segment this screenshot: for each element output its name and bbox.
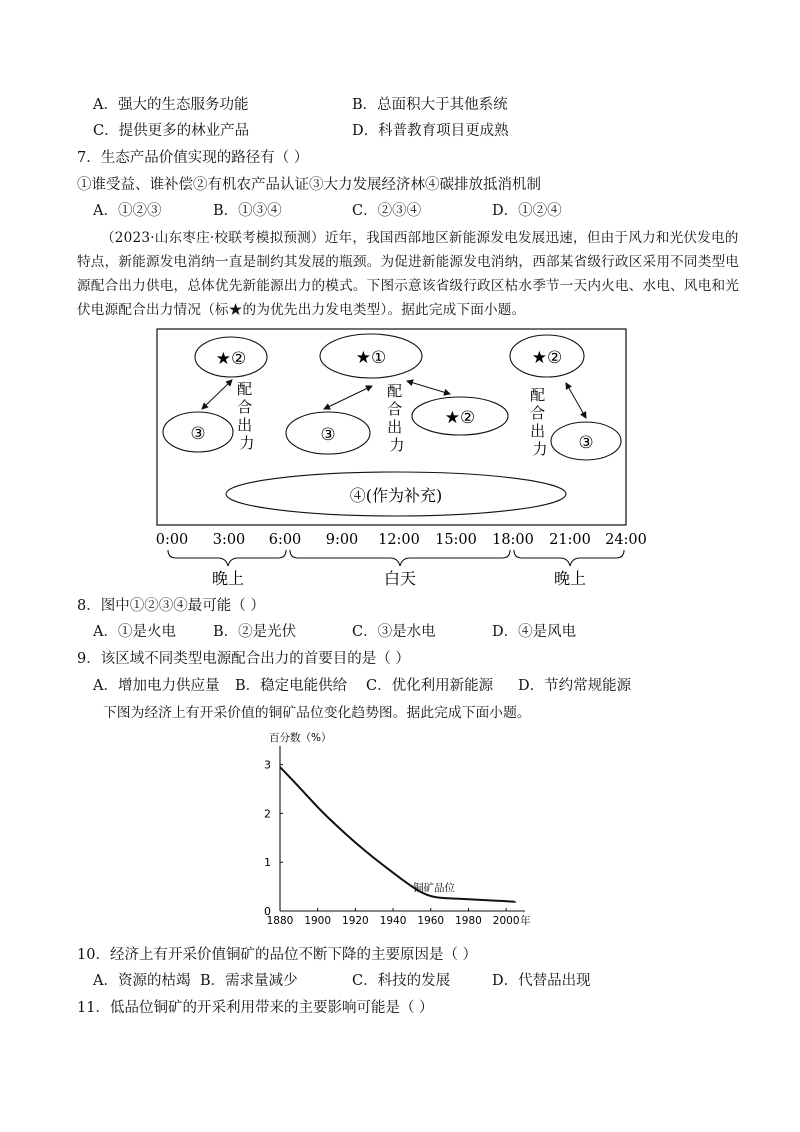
q10-option-a: A．资源的枯竭 <box>93 973 191 989</box>
time-2: 6:00 <box>268 532 302 548</box>
x-tick-label: 1960 <box>417 915 445 927</box>
peihe-mid-c2: 合 <box>387 400 403 418</box>
period-night-1: 晚上 <box>211 569 245 588</box>
x-axis-label: 年 <box>520 915 531 927</box>
time-6: 18:00 <box>492 532 534 548</box>
label-right-bottom: ③ <box>578 433 594 453</box>
peihe-right-c4: 力 <box>532 440 548 458</box>
copper-grade-chart <box>255 728 545 932</box>
peihe-left <box>237 380 257 452</box>
brace-night-1 <box>168 550 286 566</box>
passage-copper: 下图为经济上有开采价值的铜矿品位变化趋势图。据此完成下面小题。 <box>103 705 531 721</box>
q8-stem: 8．图中①②③④最可能（ ） <box>77 598 265 614</box>
brace-day <box>290 550 510 566</box>
passage-energy: （2023·山东枣庄·校联考模拟预测）近年，我国西部地区新能源发电发展迅速，但由于风力和光伏发电的特点，新能源发电消纳一直是制约其发展的瓶颈。为促进新能源发电消纳，西部某省级行政区采用不同类型电源配合出力供电，总体优先新能源出力的模式。下图示意该省级行政区枯水季节一天内火电、水电、风电和光伏电源配合出力情况（标★的为优先出力发电类型）。据此完成下面小题。 <box>77 230 740 318</box>
q8-option-d: D．④是风电 <box>492 624 577 640</box>
label-left-top: ★② <box>215 349 247 369</box>
peihe-mid-c3: 出 <box>387 418 403 436</box>
time-axis <box>156 532 647 548</box>
period-night-2: 晚上 <box>553 569 587 588</box>
peihe-mid <box>387 382 407 454</box>
chart-series-label: 铜矿品位 <box>413 882 455 894</box>
chart-series <box>280 767 516 902</box>
time-7: 21:00 <box>549 532 591 548</box>
q7-option-a: A．①②③ <box>93 203 162 219</box>
q9-option-b: B．稳定电能供给 <box>235 678 348 694</box>
q6-option-d: D．科普教育项目更成熟 <box>352 123 509 139</box>
q10-option-c: C．科技的发展 <box>352 973 451 989</box>
peihe-right-c2: 合 <box>530 404 546 422</box>
q7-option-b: B．①③④ <box>213 203 282 219</box>
power-dispatch-diagram <box>150 326 650 596</box>
peihe-left-c2: 合 <box>237 398 253 416</box>
peihe-mid-c4: 力 <box>389 436 405 454</box>
peihe-right-c3: 出 <box>530 422 546 440</box>
y-tick-label: 1 <box>264 856 271 870</box>
label-mid-left: ③ <box>320 425 336 445</box>
label-left-bottom: ③ <box>190 424 206 444</box>
peihe-left-c3: 出 <box>237 416 253 434</box>
time-4: 12:00 <box>378 532 420 548</box>
chart-ticks <box>264 759 531 927</box>
peihe-left-c4: 力 <box>239 434 255 452</box>
q7-option-d: D．①②④ <box>492 203 562 219</box>
label-bottom: ④(作为补充) <box>349 486 443 505</box>
x-tick-label: 1920 <box>342 915 369 927</box>
q8-option-b: B．②是光伏 <box>213 624 297 640</box>
x-tick-label: 2000 <box>492 915 520 927</box>
q10-option-d: D．代替品出现 <box>492 973 591 989</box>
q6-option-c: C．提供更多的林业产品 <box>93 123 250 139</box>
chart-ylabel: 百分数（%） <box>269 732 332 744</box>
arrow-left <box>202 380 232 409</box>
peihe-mid-c1: 配 <box>387 382 403 400</box>
time-5: 15:00 <box>435 532 477 548</box>
q6-option-a: A．强大的生态服务功能 <box>93 97 249 113</box>
q7-option-c: C．②③④ <box>352 203 422 219</box>
arrow-right <box>566 383 586 418</box>
x-tick-label: 1900 <box>304 915 332 927</box>
y-tick-label: 0 <box>264 905 271 918</box>
label-mid-top: ★① <box>355 348 387 368</box>
q6-option-b: B．总面积大于其他系统 <box>352 97 508 113</box>
q9-option-a: A．增加电力供应量 <box>93 678 220 694</box>
time-8: 24:00 <box>605 532 647 548</box>
label-right-top: ★② <box>531 348 563 368</box>
y-tick-label: 2 <box>264 807 271 821</box>
q9-option-d: D．节约常规能源 <box>518 678 632 694</box>
q11-stem: 11．低品位铜矿的开采利用带来的主要影响可能是（ ） <box>77 1000 434 1016</box>
arrow-mid-right <box>407 381 450 394</box>
peihe-right-c1: 配 <box>530 386 546 404</box>
q10-stem: 10．经济上有开采价值铜矿的品位不断下降的主要原因是（ ） <box>77 947 478 963</box>
q9-stem: 9．该区域不同类型电源配合出力的首要目的是（ ） <box>77 651 410 667</box>
q9-option-c: C．优化利用新能源 <box>366 678 494 694</box>
period-day: 白天 <box>383 569 417 588</box>
chart-axes <box>280 746 525 911</box>
y-tick-label: 3 <box>264 758 271 772</box>
label-mid-right: ★② <box>444 408 476 428</box>
q7-items: ①谁受益、谁补偿②有机农产品认证③大力发展经济林④碳排放抵消机制 <box>77 177 541 193</box>
x-tick-label: 1880 <box>266 915 294 927</box>
peihe-right <box>530 386 550 458</box>
peihe-left-c1: 配 <box>237 380 253 398</box>
time-1: 3:00 <box>212 532 246 548</box>
x-tick-label: 1980 <box>455 915 482 927</box>
time-0: 0:00 <box>155 532 189 548</box>
series-line-copper-grade <box>280 767 516 902</box>
brace-night-2 <box>514 550 624 566</box>
q7-stem: 7．生态产品价值实现的路径有（ ） <box>77 150 309 166</box>
arrow-mid-left <box>324 386 372 409</box>
time-3: 9:00 <box>325 532 359 548</box>
x-tick-label: 1940 <box>379 915 407 927</box>
q10-option-b: B．需求量减少 <box>200 973 298 989</box>
q8-option-c: C．③是水电 <box>352 624 436 640</box>
q8-option-a: A．①是火电 <box>93 624 176 640</box>
